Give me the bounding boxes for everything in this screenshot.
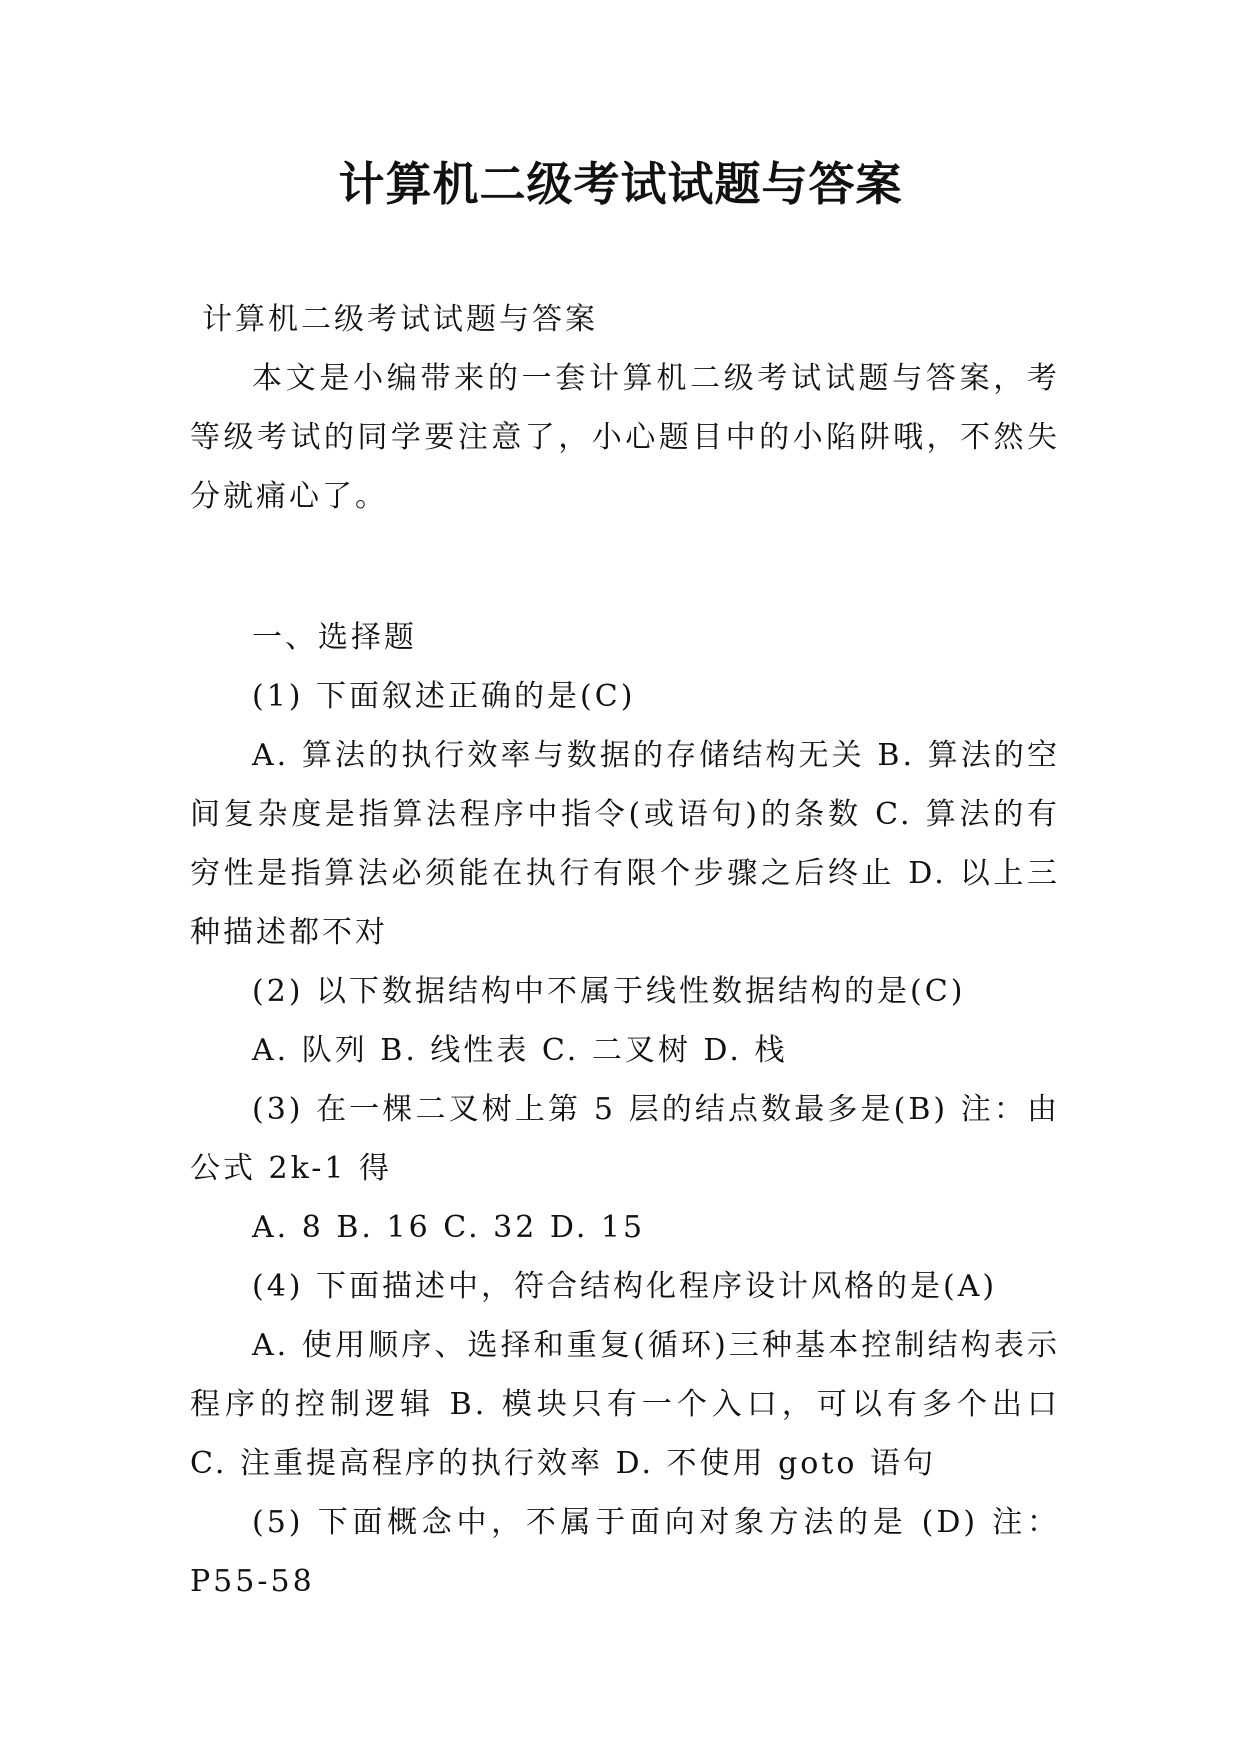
question-1-options: A. 算法的执行效率与数据的存储结构无关 B. 算法的空间复杂度是指算法程序中指令(或语句)的条数 C. 算法的有穷性是指算法必须能在执行有限个步骤之后终止 D. 以上三种描述都不对 (190, 738, 1060, 950)
section-heading: 一、选择题 (252, 620, 417, 655)
question-4: (4) 下面描述中，符合结构化程序设计风格的是(A) (252, 1269, 998, 1304)
question-2-options: A. 队列 B. 线性表 C. 二叉树 D. 栈 (252, 1033, 788, 1068)
document-body (190, 290, 1060, 1611)
question-3-options: A. 8 B. 16 C. 32 D. 15 (252, 1210, 646, 1245)
question-1: (1) 下面叙述正确的是(C) (252, 679, 636, 714)
question-4-options: A. 使用顺序、选择和重复(循环)三种基本控制结构表示程序的控制逻辑 B. 模块只有一个入口，可以有多个出口 C. 注重提高程序的执行效率 D. 不使用 goto 语句 (190, 1328, 1060, 1481)
question-5: (5) 下面概念中，不属于面向对象方法的是 (D) 注：P55-58 (190, 1505, 1060, 1599)
document-subtitle: 计算机二级考试试题与答案 (202, 302, 598, 337)
question-2: (2) 以下数据结构中不属于线性数据结构的是(C) (252, 974, 966, 1009)
paragraph-spacer (190, 526, 1060, 608)
question-3: (3) 在一棵二叉树上第 5 层的结点数最多是(B) 注：由公式 2k-1 得 (190, 1092, 1060, 1186)
document-title: 计算机二级考试试题与答案 (338, 157, 903, 211)
intro-paragraph: 本文是小编带来的一套计算机二级考试试题与答案，考等级考试的同学要注意了，小心题目中的小陷阱哦，不然失分就痛心了。 (190, 361, 1060, 514)
